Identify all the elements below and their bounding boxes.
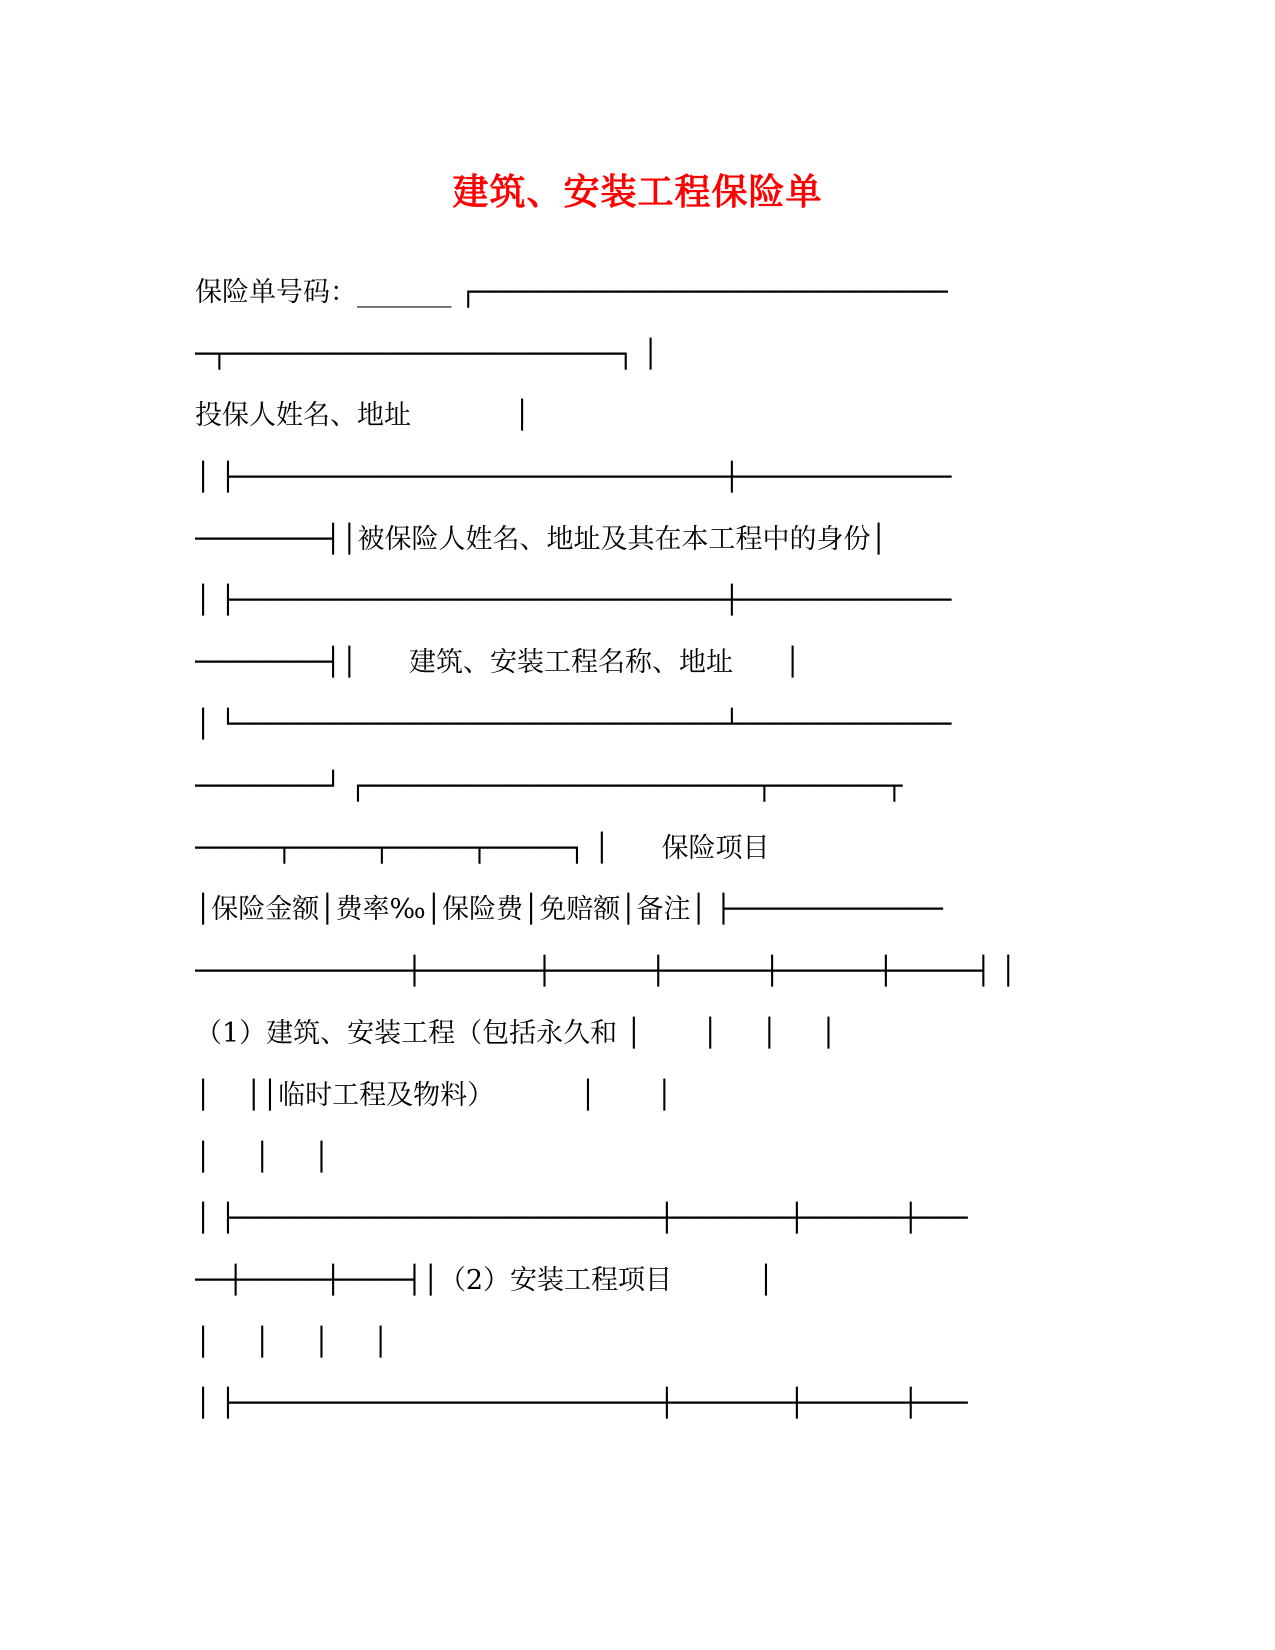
text-line: │ │ │ — [195, 1142, 330, 1173]
text-line: │ ├──────────────────────────┼───────┼──────┼─── — [195, 1388, 968, 1419]
text-line-item-2: ──┼─────┼────┤│（2）安装工程项目 │ — [195, 1265, 775, 1296]
text-line: ─────────────┼───────┼──────┼──────┼──────┼─────┤ │ — [195, 956, 1017, 987]
text-line-item-1: （1）建筑、安装工程（包括永久和 │ │ │ │ — [195, 1018, 837, 1049]
text-line: ────────┘ ┌────────────────────────┬───────┬ — [195, 771, 903, 802]
text-line-project-name: ────────┤│ 建筑、安装工程名称、地址 │ — [195, 647, 801, 678]
text-line: │ └──────────────────────────────┴───────────── — [195, 709, 952, 740]
text-line-applicant: 投保人姓名、地址 │ — [195, 400, 531, 431]
text-line: ─┬────────────────────────┐ │ — [195, 339, 659, 370]
text-line-item-1-cont: │ ││临时工程及物料） │ │ — [195, 1080, 673, 1111]
text-line-insured-items: ─────┬─────┬─────┬─────┐ │ 保险项目 — [195, 833, 770, 864]
text-line: │ ├──────────────────────────┼───────┼──────┼─── — [195, 1203, 968, 1234]
text-line-policy-number: 保险单号码：_______ ┌───────────────────────────── — [195, 277, 948, 308]
text-line: │ │ │ │ — [195, 1327, 389, 1358]
text-line: │ ├──────────────────────────────┼───────────── — [195, 462, 952, 493]
text-line: │ ├──────────────────────────────┼───────────── — [195, 585, 952, 616]
text-line-insured: ────────┤│被保险人姓名、地址及其在本工程中的身份│ — [195, 524, 887, 555]
document-title: 建筑、安装工程保险单 — [452, 171, 823, 213]
text-line-table-header: │保险金额│费率‰│保险费│免赔额│备注│ ├───────────── — [195, 894, 943, 925]
